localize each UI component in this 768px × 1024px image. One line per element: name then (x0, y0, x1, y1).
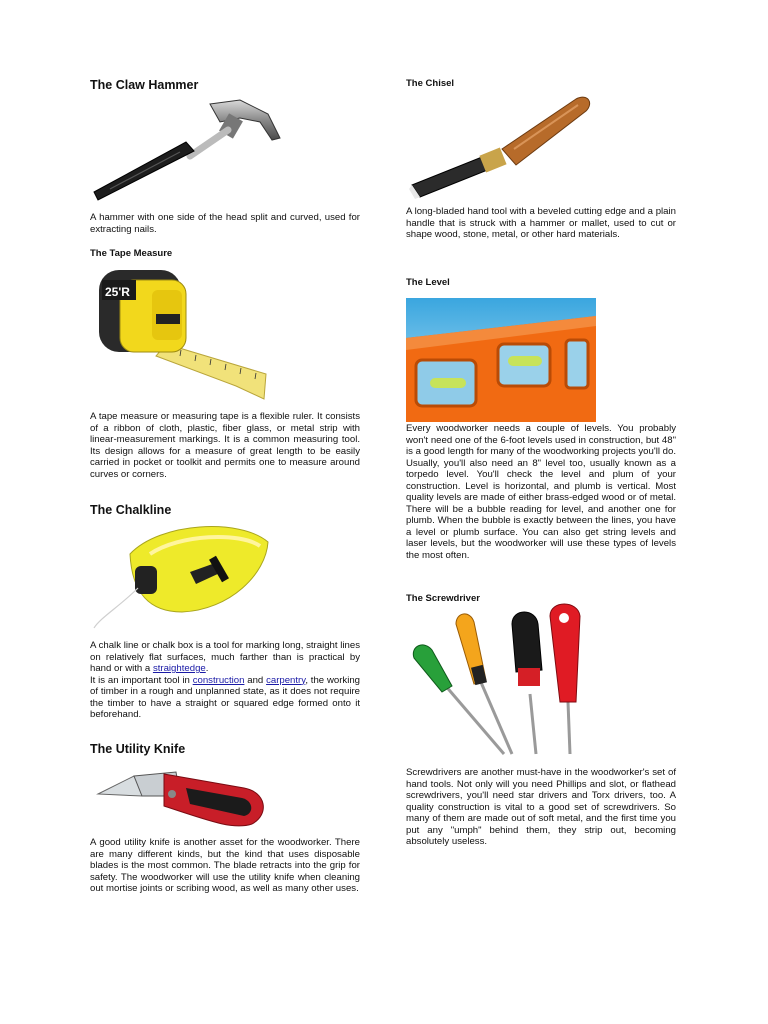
level-description: Every woodworker needs a couple of levels. You probably won't need one of the 6-foot levels used in construction, but 48" is a good length for many of the woodworking projects you'll do. Usually, you'll also need an 8" level too, usually known as a torpedo level. You'll check the level and plum of your construction. Level is horizontal, and plumb is vertical. Most quality levels are made of either brass-edged wood or of metal. There will be a bubble reading for level, and another one for plumb. When the bubble is exactly between the lines, you have a level or plumb surface. You can also get string levels and laser levels, but the woodworker will use these types of levels the most often. (406, 423, 676, 561)
construction-link[interactable]: construction (192, 674, 245, 686)
chalkline-text-1-end: . (205, 663, 209, 674)
chalkline-text-2-end: , the working of timber in a rough and unplanned state, as it does not require the timber to have a straight or squared edge formed onto it beforehand. (90, 674, 361, 720)
straightedge-link[interactable]: straightedge (152, 663, 206, 674)
claw-hammer-title: The Claw Hammer (90, 78, 199, 92)
tape-measure-description: A tape measure or measuring tape is a flexible ruler. It consists of a ribbon of cloth, plastic, fiber glass, or metal strip with linear-measurement markings. It is a common measuring tool. Its design allows for a measure of great length to be easily carried in pocket or toolkit and permits one to measure around curves or corners. (90, 411, 360, 480)
tape-measure-label: 25'R (105, 285, 130, 299)
chisel-image (406, 93, 596, 203)
chalkline-title: The Chalkline (90, 503, 172, 517)
screwdriver-image (412, 602, 598, 762)
level-title: The Level (406, 277, 450, 288)
screwdriver-description: Screwdrivers are another must-have in the woodworker's set of hand tools. Not only will you need Phillips and slot, or flathead screwdrivers, you'll need star drivers and Torx drivers, too. A quality construction is vital to a good set of screwdrivers. So many of them are made out of soft metal, and the first time you put any "umph" behind them, they strip out, becoming absolutely useless. (406, 767, 676, 847)
tape-measure-image (96, 264, 271, 409)
chalkline-description (90, 640, 360, 721)
chalkline-image (90, 524, 275, 632)
utility-knife-image (94, 766, 270, 832)
claw-hammer-description: A hammer with one side of the head split and curved, used for extracting nails. (90, 212, 360, 235)
claw-hammer-image (90, 96, 285, 208)
tape-measure-title: The Tape Measure (90, 248, 173, 259)
carpentry-link[interactable]: carpentry (266, 674, 306, 686)
chalkline-text-2: It is an important tool in (90, 674, 190, 686)
chalkline-text-and: and (247, 674, 264, 686)
chalkline-text-1: A chalk line or chalk box is a tool for marking long, straight lines on relatively flat surfaces, much farther than is practical by hand or with a (90, 640, 360, 674)
screwdriver-title: The Screwdriver (406, 593, 480, 604)
utility-knife-description: A good utility knife is another asset for the woodworker. There are many different kinds, but the kind that uses disposable blades is the most common. The blade retracts into the grip for safety. The woodworker will use the utility knife when cleaning out mortise joints or scribing wood, as well as many other uses. (90, 837, 360, 894)
utility-knife-title: The Utility Knife (90, 742, 186, 756)
chisel-title: The Chisel (406, 78, 455, 89)
chisel-description: A long-bladed hand tool with a beveled cutting edge and a plain handle that is struck with a hammer or mallet, used to cut or shape wood, stone, metal, or other hard materials. (406, 206, 676, 240)
level-image (406, 298, 596, 422)
